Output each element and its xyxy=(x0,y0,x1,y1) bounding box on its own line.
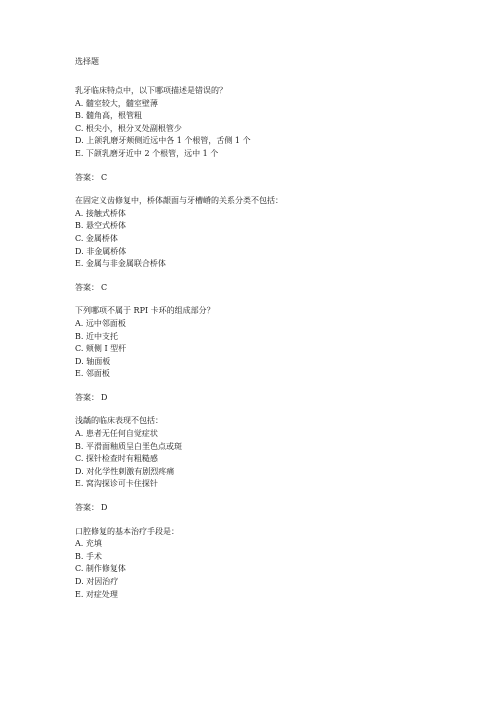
option-c: C. 探针检查时有粗糙感 xyxy=(75,454,158,464)
question-1 xyxy=(75,85,475,184)
option-d: D. 非金属桥体 xyxy=(75,246,127,256)
answer-label: 答案： xyxy=(75,172,99,182)
document-page xyxy=(75,56,475,601)
question-stem: 乳牙临床特点中，以下哪项描述是错误的？ xyxy=(75,86,227,95)
option-c: C. 颊侧 I 型杆 xyxy=(75,344,127,354)
question-stem: 在固定义齿修复中，桥体龈面与牙槽嵴的关系分类不包括： xyxy=(75,196,283,206)
option-c: C. 金属桥体 xyxy=(75,233,118,243)
answer-value: D xyxy=(101,503,108,513)
question-stem: 口腔修复的基本治疗手段是： xyxy=(75,526,179,536)
option-b: B. 手术 xyxy=(75,551,102,561)
answer-line xyxy=(75,282,475,295)
question-2 xyxy=(75,195,475,294)
section-title: 选择题 xyxy=(75,57,99,66)
answer-value: C xyxy=(101,282,108,292)
option-d: D. 对化学性刺激有剧烈疼痛 xyxy=(75,466,175,476)
answer-label: 答案： xyxy=(75,282,99,292)
option-a: A. 髓室较大，髓室壁薄 xyxy=(75,98,158,108)
option-c: C. 制作修复体 xyxy=(75,564,126,574)
option-e: E. 窝沟探诊可卡住探针 xyxy=(75,479,158,489)
option-a: A. 接触式桥体 xyxy=(75,208,126,218)
answer-line xyxy=(75,392,475,405)
answer-line xyxy=(75,502,475,515)
answer-label: 答案： xyxy=(75,503,99,513)
answer-line xyxy=(75,172,475,185)
option-c: C. 根尖小，根分叉处副根管少 xyxy=(75,123,182,133)
option-b: B. 悬空式桥体 xyxy=(75,221,126,231)
option-e: E. 下颌乳磨牙近中 2 个根管，远中 1 个 xyxy=(75,148,219,158)
option-d: D. 对因治疗 xyxy=(75,577,119,586)
question-3 xyxy=(75,305,475,404)
answer-label: 答案： xyxy=(75,392,99,402)
option-e: E. 金属与非金属联合桥体 xyxy=(75,259,166,269)
option-a: A. 远中邻面板 xyxy=(75,318,126,328)
option-b: B. 平滑面釉质呈白垩色点或斑 xyxy=(75,441,182,451)
option-a: A. 患者无任何自觉症状 xyxy=(75,429,158,439)
question-stem: 浅龋的临床表现不包括： xyxy=(75,416,163,426)
answer-value: D xyxy=(101,392,108,402)
question-stem: 下列哪项不属于 RPI 卡环的组成部分？ xyxy=(75,306,215,316)
option-a: A. 充填 xyxy=(75,539,102,549)
question-5 xyxy=(75,526,475,602)
option-e: E. 邻面板 xyxy=(75,369,110,379)
option-e: E. 对症处理 xyxy=(75,589,118,599)
option-b: B. 髓角高，根管粗 xyxy=(75,111,142,121)
option-b: B. 近中支托 xyxy=(75,331,118,341)
option-d: D. 上颌乳磨牙颊侧近远中各 1 个根管，舌侧 1 个 xyxy=(75,136,251,146)
question-4 xyxy=(75,415,475,514)
answer-value: C xyxy=(101,172,108,182)
option-d: D. 轴面板 xyxy=(75,356,111,366)
